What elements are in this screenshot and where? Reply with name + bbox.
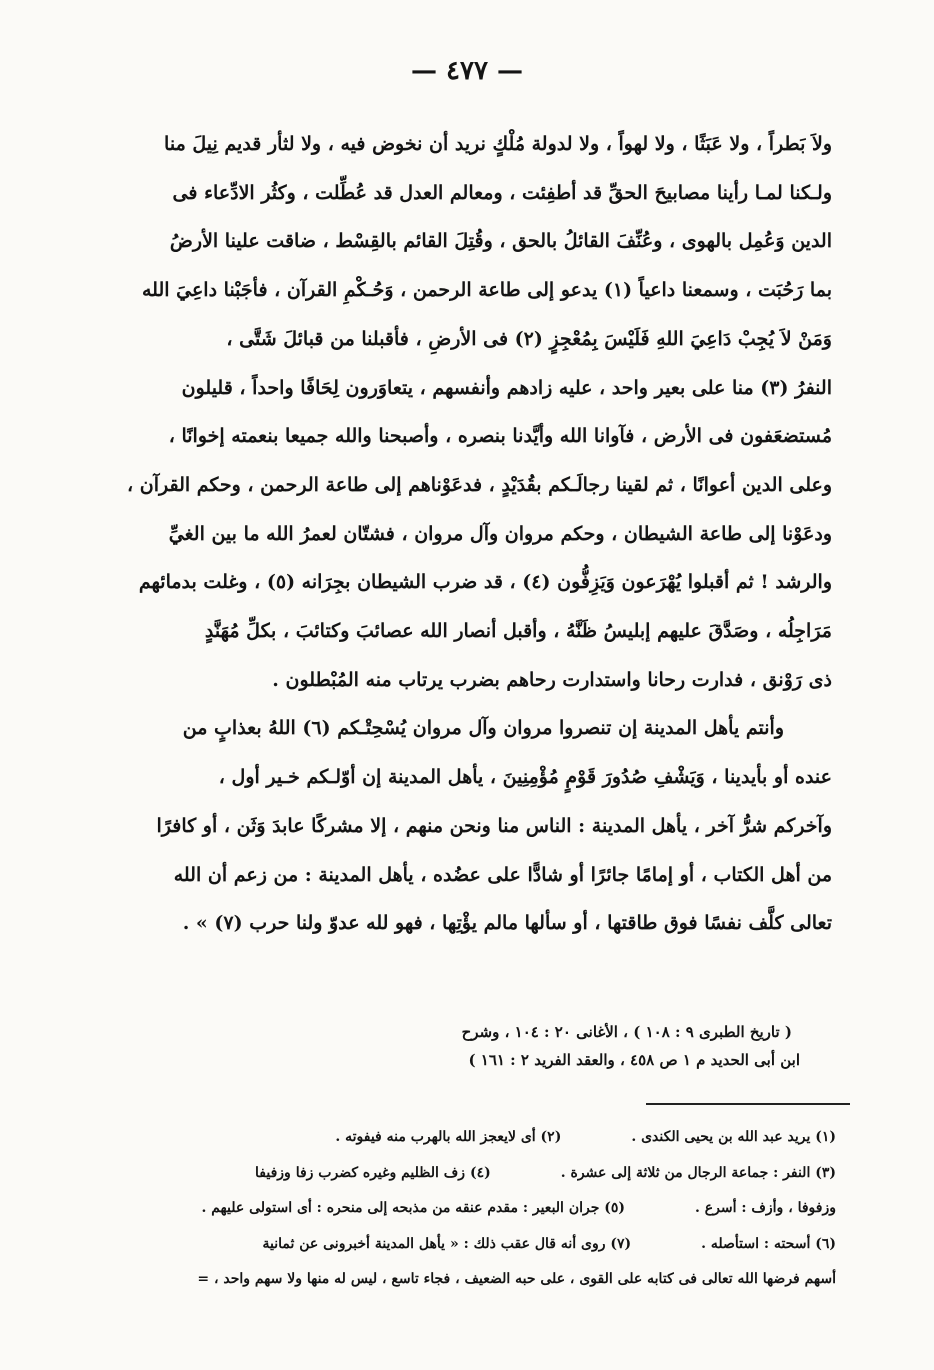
footnote-3: (٣) النفر : جماعة الرجال من ثلاثة إلى عشرة . [560,1164,836,1181]
body-line-12: ذى رَوْنق ، فدارت رحانا واستدارت رحاهم بضرب يرتاب منه المُبْطلون . [272,668,832,691]
body-line-15: وآخركم شرُّ آخر ، يأهل المدينة : الناس منا ونحن منهم ، إلا مشركًا عابدَ وَثَن ، أو كافرًا [156,814,832,837]
body-line-17: تعالى كلَّف نفسًا فوق طاقتها ، أو سألها مالم يؤْتِها ، فهو لله عدوّ ولنا حرب (٧) » . [182,912,832,935]
source-line-2: ابن أبى الحديد م ١ ص ٤٥٨ ، والعقد الفريد ٢ : ١٦١ ) [468,1051,800,1069]
body-line-5: وَمَنْ لاَ يُجِبْ دَاعِيَ اللهِ فَلَيْسَ بِمُعْجِزٍ (٢) فى الأرضِ ، فأقبلنا من قبائلَ شَتَّى ، [226,327,832,350]
footnote-row-2 [106,1156,836,1192]
footnote-4: (٤) زف الظليم وغيره كضرب زفا وزفيفا [255,1164,491,1181]
body-text [108,120,832,948]
footnote-1: (١) يريد عبد الله بن يحيى الكندى . [631,1129,836,1145]
body-line-13: وأنتم يأهل المدينة إن تنصروا مروان وآل مروان يُسْحِتْـكم (٦) اللهُ بعذابٍ من [182,717,784,740]
footnote-7: (٧) روى أنه قال عقب ذلك : « يأهل المدينة أخبرونى عن ثمانية [262,1235,632,1252]
body-line-14: عنده أو بأيدينا ، وَيَشْفِ صُدُورَ قَوْمٍ مُؤْمِنِينَ ، يأهل المدينة إن أوّلـكم خـير أول ، [218,766,832,789]
footnote-4-continued: وزفوفا ، وأزف : أسرع . [695,1200,836,1216]
body-line-8: وعلى الدين أعوانًا ، ثم لقينا رجالَـكم بقُدَيْدٍ ، فدعَوْناهم إلى طاعة الرحمن ، وحكم القرآن ، [127,473,832,496]
body-line-4: بما رَحُبَت ، وسمعنا داعياً (١) يدعو إلى طاعة الرحمن ، وَحُـكْمِ القرآن ، فأجَبْنا داعِيَ الله [141,279,832,302]
body-line-6: النفرُ (٣) منا على بعير واحد ، عليه زادهم وأنفسهم ، يتعاوَرون لِحَافًا واحداً ، قليلون [181,376,832,399]
footnote-2: (٢) أى لايعجز الله بالهرب منه فيفوته . [335,1129,562,1145]
body-line-1: ولاَ بَطراً ، ولا عَبَثًا ، ولا لهواً ، ولا لدولة مُلْكٍ نريد أن نخوض فيه ، ولا لثأر قديم نِيلَ منا [164,133,832,155]
body-line-9: ودعَوْنا إلى طاعة الشيطان ، وحكم مروان وآل مروان ، فشتّان لعمرُ الله ما بين الغيِّ [168,522,832,545]
footnote-row-4 [106,1227,836,1263]
footnote-5: (٥) جران البعير : مقدم عنقه من مذبحه إلى منحره : أى استولى عليهم . [201,1200,626,1216]
footnote-row-1 [106,1120,836,1156]
footnote-divider [646,1103,850,1105]
page-number: — ٤٧٧ — [410,56,524,86]
source-citations [140,1018,800,1074]
body-line-3: الدين وَعُمِل بالهوى ، وعُنِّفَ القائلُ بالحق ، وقُتِلَ القائم بالقِسْط ، ضاقت علينا الأرضُ [169,230,832,253]
footnote-row-3 [106,1191,836,1227]
footnote-6: (٦) أسحته : استأصله . [701,1235,836,1252]
body-line-2: ولـكنا لمـا رأينا مصابيحَ الحقِّ قد أطفِئت ، ومعالم العدل قد عُطِّلت ، وكثُر الادِّعاء فى [172,181,832,204]
body-line-11: مَرَاجِلُه ، وصَدَّقَ عليهم إبليسُ ظَنَّهُ ، وأقبل أنصار الله عصائبَ وكتائبَ ، بكلِّ مُهَنَّدٍ [204,620,832,643]
footnotes [106,1120,836,1298]
body-line-16: من أهل الكتاب ، أو إمامًا جائرًا أو شادًّا على عضُده ، يأهل المدينة : من زعم أن الله [173,863,832,886]
body-line-7: مُستضعَفون فى الأرض ، فآوانا الله وأيَّدنا بنصره ، وأصبحنا والله جميعا بنعمته إخوانًا ، [168,425,832,448]
footnote-7-continued: أسهم فرضها الله تعالى فى كتابه على القوى ، على حبه الضعيف ، فجاء تاسع ، ليس له منها ولا سهم واحد ، = [197,1271,836,1287]
body-line-10: والرشد ! ثم أقبلوا يُهْرَعون وَيَزِفُّون (٤) ، قد ضرب الشيطان بجِرَانه (٥) ، وغلت بدمائهم [138,571,832,594]
source-line-1: ( تاريخ الطبرى ٩ : ١٠٨ ) ، الأغانى ٢٠ : ١٠٤ ، وشرح [461,1023,792,1041]
